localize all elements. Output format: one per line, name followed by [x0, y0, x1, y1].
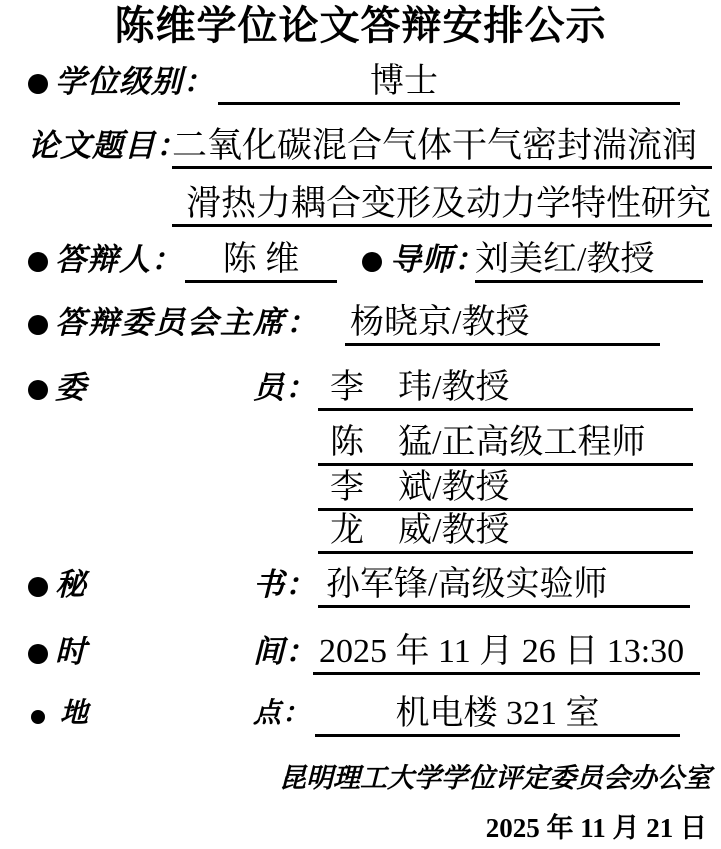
row-thesis-title-1: [0, 127, 721, 169]
committee-label-last: 员：: [253, 370, 317, 405]
row-committee-member-1: [0, 369, 721, 411]
time-label-first: 时: [55, 634, 87, 669]
committee-member-value: 陈 猛/正高级工程师: [318, 423, 693, 466]
row-committee-member-4: [0, 512, 721, 554]
bullet-icon: [362, 252, 382, 272]
row-time: [0, 633, 721, 675]
defender-value: 陈 维: [185, 240, 337, 283]
thesis-title-line2: 滑热力耦合变形及动力学特性研究: [172, 184, 712, 227]
degree-value: 博士: [218, 62, 680, 105]
row-thesis-title-2: [0, 185, 721, 227]
bullet-icon: [28, 252, 48, 272]
thesis-title-line1: 二氧化碳混合气体干气密封湍流润: [172, 126, 712, 169]
supervisor-label: 导师：: [390, 242, 486, 277]
bullet-icon: [28, 577, 48, 597]
row-chair: [0, 304, 721, 346]
row-secretary: [0, 566, 721, 608]
committee-member-value: 龙 威/教授: [318, 511, 693, 554]
footer-office: 昆明理工大学学位评定委员会办公室: [279, 763, 711, 793]
footer-date: 2025 年 11 月 21 日: [485, 813, 707, 843]
bullet-icon: [28, 74, 48, 94]
committee-member-value: 李 玮/教授: [318, 368, 693, 411]
thesis-label: 论文题目：: [28, 128, 188, 163]
defender-label: 答辩人：: [55, 242, 183, 277]
row-committee-member-2: [0, 424, 721, 466]
chair-label: 答辩委员会主席：: [55, 305, 319, 340]
row-location: [0, 695, 721, 737]
secretary-label-last: 书：: [253, 567, 317, 602]
degree-label: 学位级别：: [55, 64, 215, 99]
row-committee-member-3: [0, 469, 721, 511]
chair-value: 杨晓京/教授: [345, 303, 660, 346]
row-degree: [0, 63, 721, 105]
secretary-label-first: 秘: [55, 567, 87, 602]
secretary-value: 孙军锋/高级实验师: [318, 565, 690, 608]
bullet-icon: [31, 710, 45, 724]
bullet-icon: [28, 380, 48, 400]
location-label-first: 地: [60, 698, 90, 729]
location-value: 机电楼 321 室: [315, 694, 680, 737]
location-label-last: 点：: [253, 698, 312, 729]
bullet-icon: [28, 315, 48, 335]
page-title: 陈维学位论文答辩安排公示: [114, 4, 607, 48]
time-value: 2025 年 11 月 26 日 13:30: [313, 632, 700, 675]
committee-member-value: 李 斌/教授: [318, 468, 693, 511]
time-label-last: 间：: [253, 634, 317, 669]
supervisor-value: 刘美红/教授: [475, 240, 703, 283]
committee-label-first: 委: [55, 370, 87, 405]
row-defender-supervisor: [0, 241, 721, 283]
bullet-icon: [28, 644, 48, 664]
